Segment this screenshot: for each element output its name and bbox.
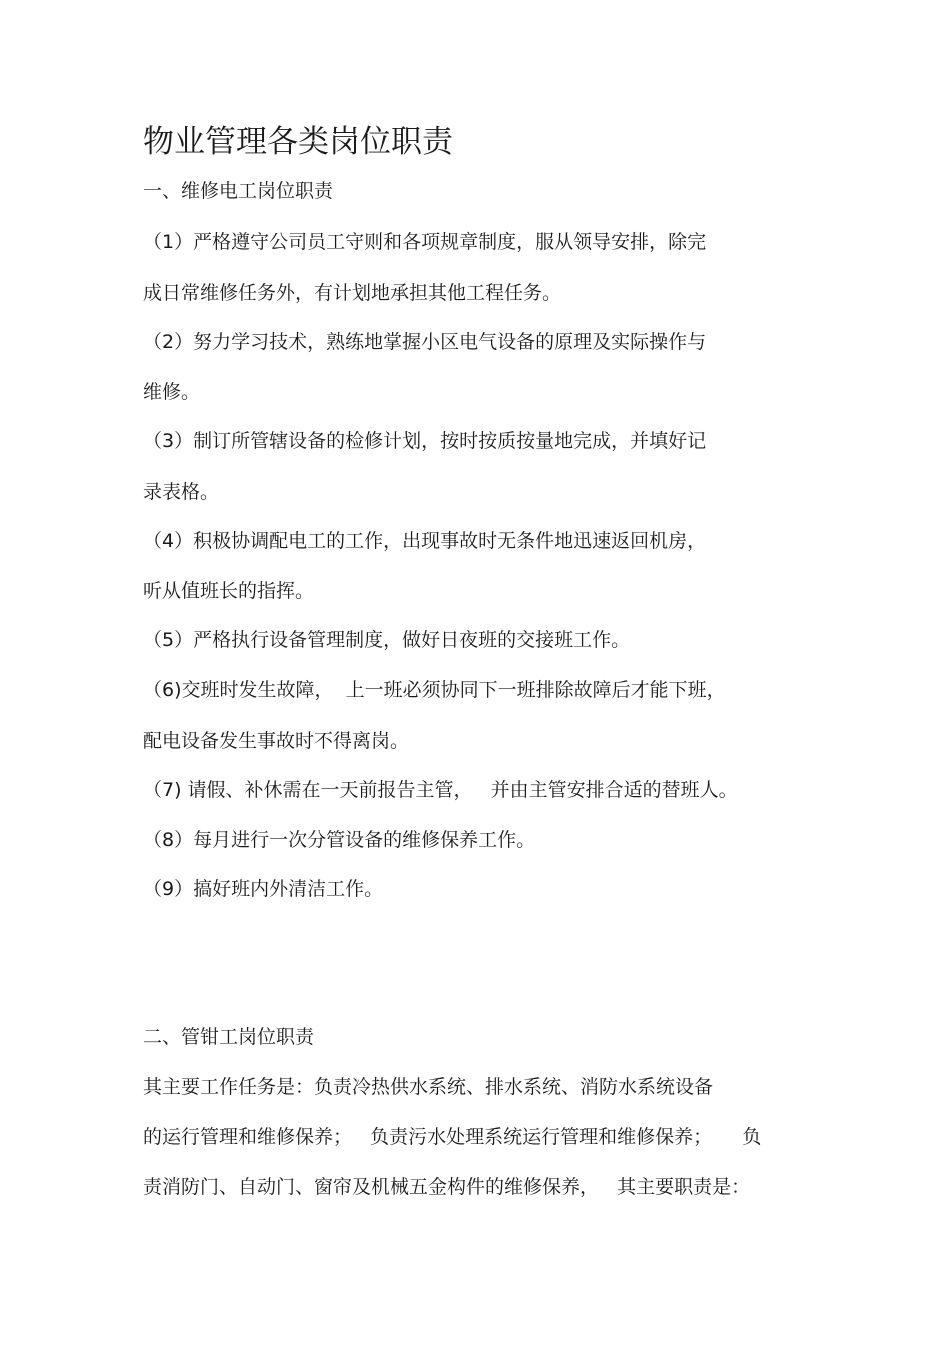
- page-title: 物业管理各类岗位职责: [143, 124, 453, 160]
- paragraph-line: 的运行管理和维修保养； 负责污水处理系统运行管理和维修保养； 负: [143, 1126, 762, 1148]
- paragraph-line: （1）严格遵守公司员工守则和各项规章制度，服从领导安排，除完: [143, 231, 707, 253]
- paragraph-line: （8）每月进行一次分管设备的维修保养工作。: [143, 829, 536, 851]
- paragraph-line: 录表格。: [143, 481, 220, 503]
- paragraph-line: （7) 请假、补休需在一天前报告主管， 并由主管安排合适的替班人。: [143, 779, 738, 801]
- paragraph-line: 维修。: [143, 381, 201, 403]
- paragraph-line: （4）积极协调配电工的工作，出现事故时无条件地迅速返回机房，: [143, 530, 707, 552]
- paragraph-line: 责消防门、自动门、窗帘及机械五金构件的维修保养， 其主要职责是：: [143, 1176, 751, 1198]
- paragraph-line: （3）制订所管辖设备的检修计划，按时按质按量地完成，并填好记: [143, 430, 707, 452]
- paragraph-line: （6)交班时发生故障， 上一班必须协同下一班排除故障后才能下班，: [143, 679, 726, 701]
- paragraph-line: 听从值班长的指挥。: [143, 580, 315, 602]
- section-1-heading: 一、维修电工岗位职责: [143, 180, 334, 202]
- paragraph-line: （2）努力学习技术，熟练地掌握小区电气设备的原理及实际操作与: [143, 331, 707, 353]
- paragraph-line: 配电设备发生事故时不得离岗。: [143, 730, 410, 752]
- paragraph-line: 成日常维修任务外，有计划地承担其他工程任务。: [143, 282, 562, 304]
- paragraph-line: （5）严格执行设备管理制度，做好日夜班的交接班工作。: [143, 629, 631, 651]
- section-2-heading: 二、管钳工岗位职责: [143, 1026, 315, 1048]
- paragraph-line: 其主要工作任务是：负责冷热供水系统、排水系统、消防水系统设备: [143, 1076, 714, 1098]
- paragraph-line: （9）搞好班内外清洁工作。: [143, 878, 384, 900]
